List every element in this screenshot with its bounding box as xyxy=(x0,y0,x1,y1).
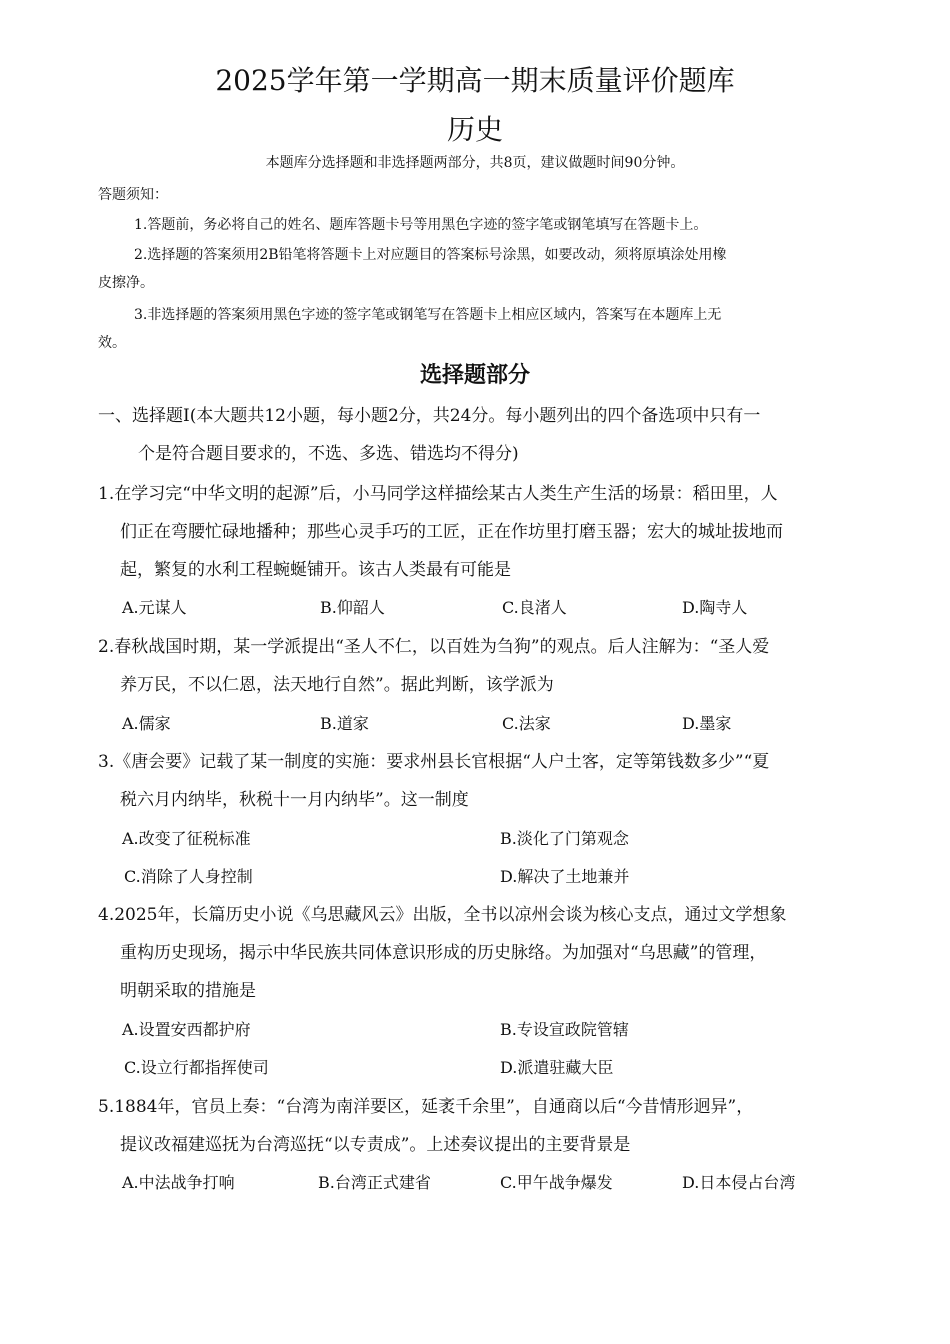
question-4-option-c[interactable]: C.设立行都指挥使司 xyxy=(124,1058,269,1077)
question-4-option-b[interactable]: B.专设宣政院管辖 xyxy=(500,1020,629,1039)
question-4-line1: 4.2025年，长篇历史小说《乌思藏风云》出版，全书以凉州会谈为核心支点，通过文学想象 xyxy=(98,905,787,925)
notice-item-2-line1: 2.选择题的答案须用2B铅笔将答题卡上对应题目的答案标号涂黑，如要改动，须将原填涂处用橡 xyxy=(134,247,727,263)
question-5-line2: 提议改福建巡抚为台湾巡抚“以专责成”。上述奏议提出的主要背景是 xyxy=(120,1135,631,1155)
notice-item-3-line2: 效。 xyxy=(98,335,126,351)
question-3-option-b[interactable]: B.淡化了门第观念 xyxy=(500,829,629,848)
question-1-option-b[interactable]: B.仰韶人 xyxy=(320,598,385,617)
question-3-line2: 税六月内纳毕，秋税十一月内纳毕”。这一制度 xyxy=(120,790,469,810)
part-heading-line1: 一、选择题Ⅰ(本大题共12小题，每小题2分，共24分。每小题列出的四个备选项中只有一 xyxy=(98,406,761,426)
question-5-option-b[interactable]: B.台湾正式建省 xyxy=(318,1173,431,1192)
section-title: 选择题部分 xyxy=(419,363,530,388)
page-title: 2025学年第一学期高一期末质量评价题库 xyxy=(215,64,735,97)
part-heading-line2: 个是符合题目要求的，不选、多选、错选均不得分) xyxy=(138,444,519,464)
intro-text: 本题库分选择题和非选择题两部分，共8页，建议做题时间90分钟。 xyxy=(265,155,685,171)
question-1-option-a[interactable]: A.元谋人 xyxy=(122,598,187,617)
notice-item-1: 1.答题前，务必将自己的姓名、题库答题卡号等用黑色字迹的签字笔或钢笔填写在答题卡上。 xyxy=(134,217,708,233)
notice-item-2-line2: 皮擦净。 xyxy=(98,275,154,291)
question-3-option-a[interactable]: A.改变了征税标准 xyxy=(122,829,251,848)
question-1-option-d[interactable]: D.陶寺人 xyxy=(682,598,748,617)
question-5-option-c[interactable]: C.甲午战争爆发 xyxy=(500,1173,613,1192)
question-1-line1: 1.在学习完“中华文明的起源”后，小马同学这样描绘某古人类生产生活的场景：稻田里，人 xyxy=(98,484,778,504)
question-5-option-a[interactable]: A.中法战争打响 xyxy=(122,1173,235,1192)
question-1-option-c[interactable]: C.良渚人 xyxy=(502,598,567,617)
question-2-option-c[interactable]: C.法家 xyxy=(502,714,551,733)
question-3-option-d[interactable]: D.解决了土地兼并 xyxy=(500,867,630,886)
notice-item-3-line1: 3.非选择题的答案须用黑色字迹的签字笔或钢笔写在答题卡上相应区域内，答案写在本题库上无 xyxy=(134,307,722,323)
question-5-line1: 5.1884年，官员上奏：“台湾为南洋要区，延袤千余里”，自通商以后“今昔情形迥异”， xyxy=(98,1097,754,1117)
question-2-option-b[interactable]: B.道家 xyxy=(320,714,369,733)
question-4-line2: 重构历史现场，揭示中华民族共同体意识形成的历史脉络。为加强对“乌思藏”的管理， xyxy=(120,943,767,963)
question-2-line1: 2.春秋战国时期，某一学派提出“圣人不仁，以百姓为刍狗”的观点。后人注解为：“圣人爱 xyxy=(98,637,770,657)
question-1-line2: 们正在弯腰忙碌地播种；那些心灵手巧的工匠，正在作坊里打磨玉器；宏大的城址拔地而 xyxy=(120,522,783,542)
question-4-option-a[interactable]: A.设置安西都护府 xyxy=(122,1020,251,1039)
question-2-line2: 养万民，不以仁恩，法天地行自然”。据此判断，该学派为 xyxy=(120,675,554,695)
question-3-option-c[interactable]: C.消除了人身控制 xyxy=(124,867,253,886)
question-5-option-d[interactable]: D.日本侵占台湾 xyxy=(682,1173,796,1192)
notice-heading: 答题须知： xyxy=(98,187,168,203)
question-1-line3: 起，繁复的水利工程蜿蜒铺开。该古人类最有可能是 xyxy=(120,560,511,580)
question-2-option-a[interactable]: A.儒家 xyxy=(122,714,171,733)
question-3-line1: 3.《唐会要》记载了某一制度的实施：要求州县长官根据“人户土客，定等第钱数多少”“夏 xyxy=(98,752,770,772)
question-4-line3: 明朝采取的措施是 xyxy=(120,981,256,1001)
question-2-option-d[interactable]: D.墨家 xyxy=(682,714,732,733)
question-4-option-d[interactable]: D.派遣驻藏大臣 xyxy=(500,1058,614,1077)
subject-title: 历史 xyxy=(446,113,503,146)
